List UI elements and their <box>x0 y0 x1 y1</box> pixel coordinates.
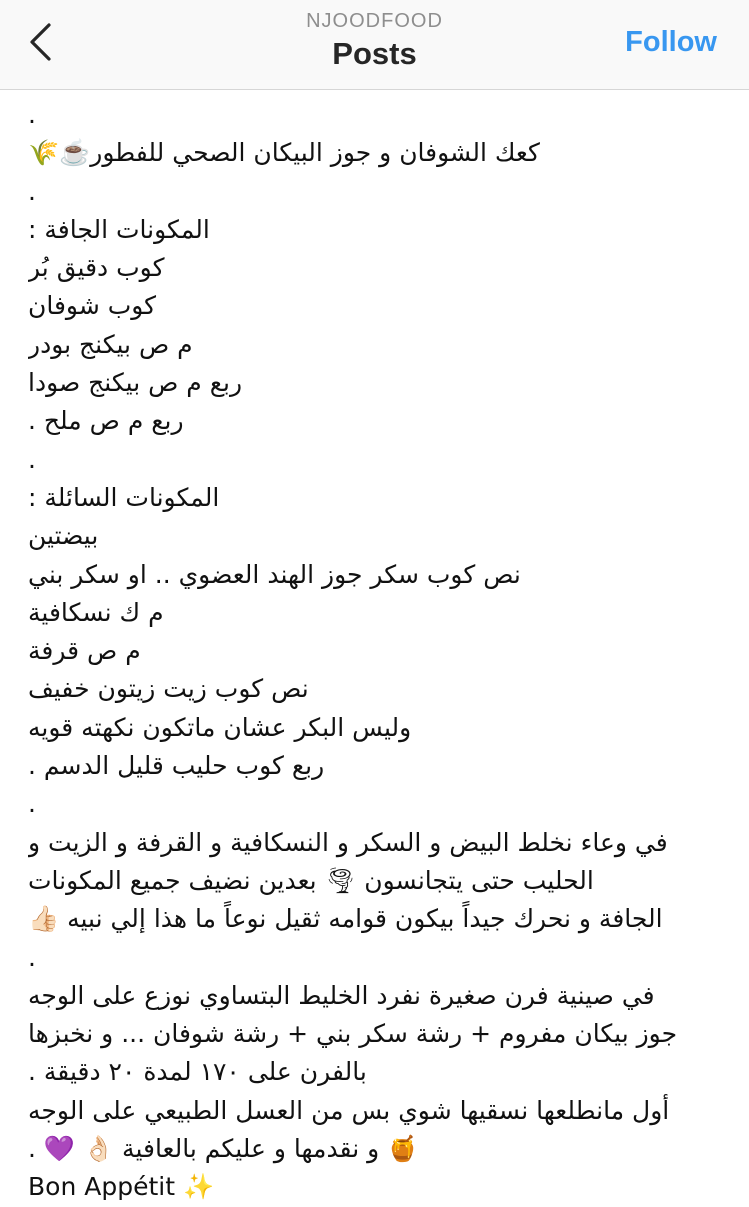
caption-line: بالفرن على ١٧٠ لمدة ٢٠ دقيقة . <box>28 1057 367 1087</box>
caption-line: جوز بيكان مفروم + رشة سكر بني + رشة شوفان ... و نخبزها <box>28 1019 678 1049</box>
caption-line: نص كوب زيت زيتون خفيف <box>28 674 309 704</box>
caption-line: في صينية فرن صغيرة نفرد الخليط البتساوي نوزع على الوجه <box>28 980 655 1010</box>
follow-button[interactable]: Follow <box>625 26 717 58</box>
caption-line: وليس البكر عشان ماتكون نكهته قويه <box>28 712 412 742</box>
caption-line: . <box>28 444 36 474</box>
caption-line: المكونات الجافة : <box>28 214 210 244</box>
caption-line: بيضتين <box>28 521 99 551</box>
caption-line: كوب دقيق بُر <box>28 253 165 283</box>
caption-line: الحليب حتى يتجانسون 🌪 بعدين نضيف جميع المكونات <box>28 865 594 895</box>
caption-line: أول مانطلعها نسقيها شوي بس من العسل الطبيعي على الوجه <box>28 1095 670 1125</box>
caption-line: م ص بيكنج بودر <box>28 329 193 359</box>
caption-line: ربع م ص ملح . <box>28 406 184 436</box>
caption-line: Bon Appétit ✨ <box>28 1172 215 1202</box>
caption-line: كوب شوفان <box>28 291 157 321</box>
caption-line: في وعاء نخلط البيض و السكر و النسكافية و القرفة و الزيت و <box>28 827 668 857</box>
caption-line: . <box>28 100 36 129</box>
caption-line: 🍯 و نقدمها و عليكم بالعافية 👌🏻 💜 . <box>28 1134 419 1164</box>
caption-line: . <box>28 789 36 819</box>
navigation-bar <box>0 0 749 90</box>
caption-line: ربع م ص بيكنج صودا <box>28 368 243 398</box>
caption-line: كعك الشوفان و جوز البيكان الصحي للفطور☕️🌾 <box>28 138 540 168</box>
caption-line: م ك نسكافية <box>28 597 164 627</box>
caption-line: . <box>28 176 36 206</box>
account-name: NJOODFOOD <box>306 10 443 32</box>
post-caption <box>28 96 719 1207</box>
caption-line: . <box>28 942 36 972</box>
page-title: Posts <box>332 36 417 71</box>
caption-line: الجافة و نحرك جيداً بيكون قوامه ثقيل نوعاً ما هذا إلي نبيه 👍🏻 <box>28 904 663 934</box>
caption-line: المكونات السائلة : <box>28 482 220 512</box>
caption-line: م ص قرفة <box>28 636 141 666</box>
caption-line: ربع كوب حليب قليل الدسم . <box>28 751 325 781</box>
caption-line: نص كوب سكر جوز الهند العضوي .. او سكر بني <box>28 559 521 589</box>
